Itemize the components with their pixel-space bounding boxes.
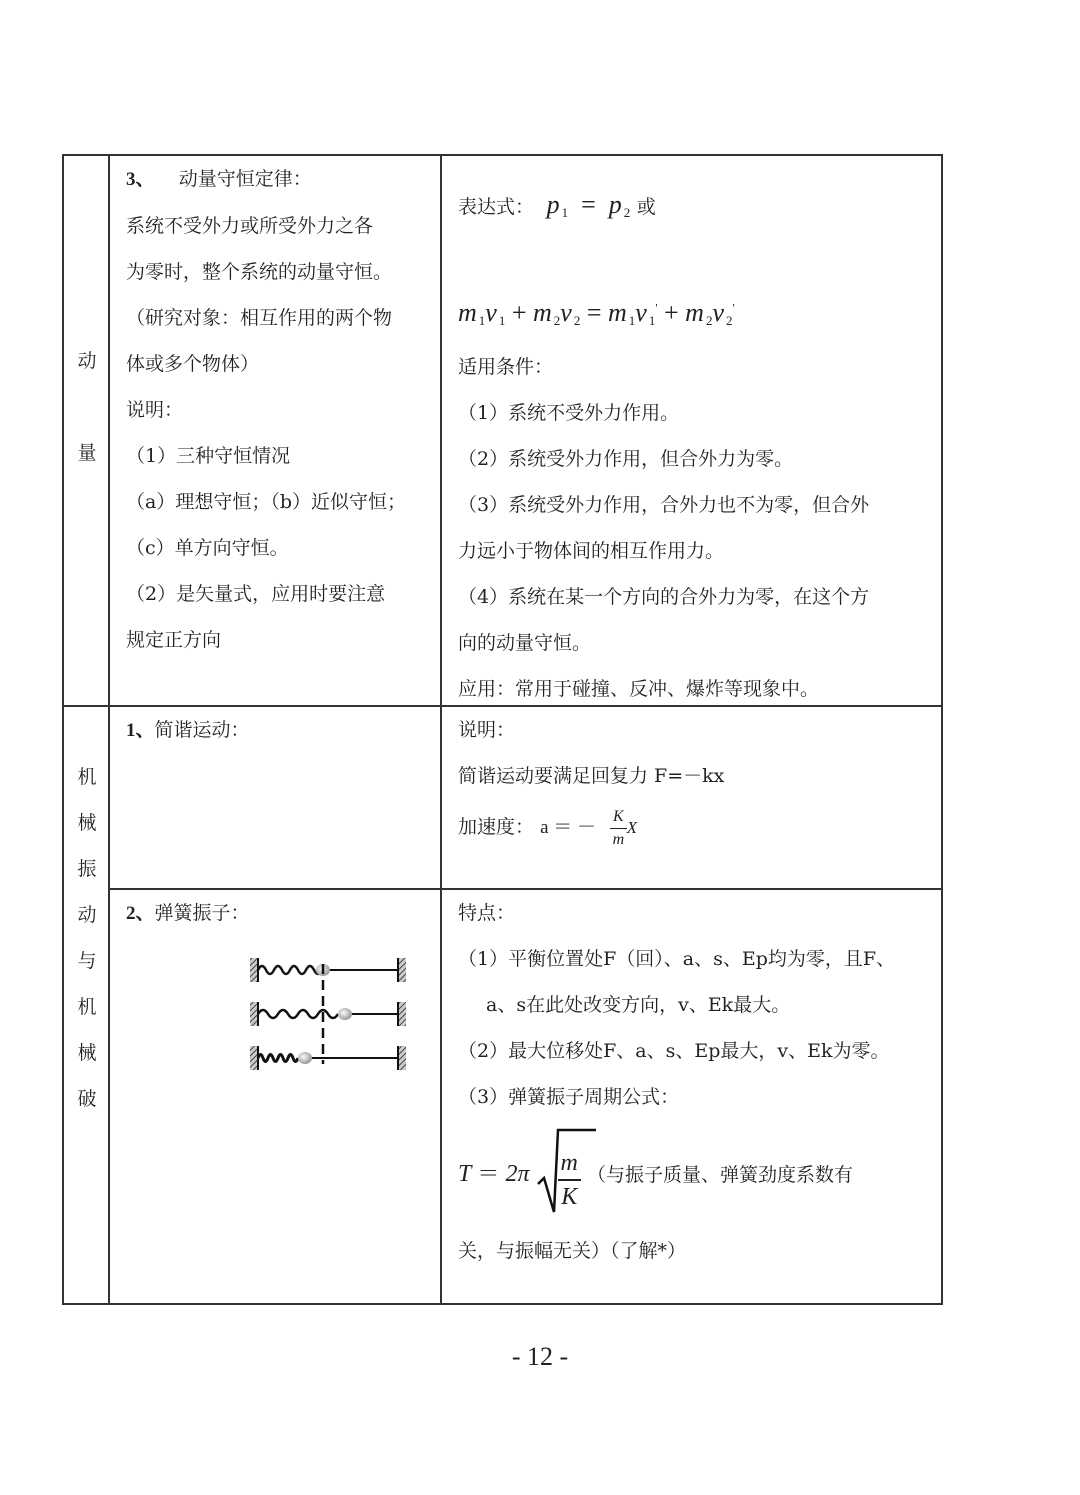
text-line: 系统不受外力或所受外力之各 <box>126 215 374 237</box>
shm-left-cell <box>126 707 250 754</box>
col-divider-1 <box>108 156 110 1303</box>
spring-left-cell <box>126 890 250 937</box>
momentum-left-cell <box>126 156 406 663</box>
feature-item: （3）弹簧振子周期公式： <box>458 1086 680 1108</box>
section-heading: 3、 动量守恒定律： <box>126 168 312 190</box>
feature-item: （2）最大位移处F、a、s、Ep最大，v、Ek为零。 <box>458 1040 890 1062</box>
col-divider-2 <box>440 156 442 1303</box>
text-line: （1）三种守恒情况 <box>126 445 291 467</box>
text-line: 规定正方向 <box>126 629 222 651</box>
spring-oscillator-diagram-icon <box>248 950 408 1070</box>
notes-table <box>62 154 943 1305</box>
expression-simple: 表达式： p $_1$ = p $_2$ 或 <box>458 190 656 220</box>
period-note: 关，与振幅无关）（了解*） <box>458 1240 687 1262</box>
feature-item: a、s在此处改变方向，v、Ek最大。 <box>486 994 791 1016</box>
expression-full: m $_1$v $_1$ + m $_2$v $_2$ = m $_1$v $_1$' + m $_2$v $_2$' <box>458 297 735 328</box>
acceleration-formula: 加速度： a ＝ － $\frac{K}{m}$ X <box>458 807 638 848</box>
text-line: （a）理想守恒；（b）近似守恒； <box>126 491 406 513</box>
text-line: 体或多个物体） <box>126 353 260 375</box>
category-vibration: 机 械 振 动 与 机 械 破 <box>77 766 97 1110</box>
page-number: - 12 - <box>511 1342 569 1371</box>
condition-item: 向的动量守恒。 <box>458 631 592 654</box>
conditions-label: 适用条件： <box>458 355 554 378</box>
condition-item: （2）系统受外力作用，但合外力为零。 <box>458 447 794 470</box>
text-line: （2）是矢量式，应用时要注意 <box>126 583 386 605</box>
text-line: （研究对象：相互作用的两个物 <box>126 307 393 329</box>
application-line: 应用：常用于碰撞、反冲、爆炸等现象中。 <box>458 677 820 700</box>
condition-item: （1）系统不受外力作用。 <box>458 401 680 424</box>
category-char: 量 <box>77 442 97 464</box>
spring-right-cell <box>458 890 895 1274</box>
condition-item: （3）系统受外力作用，合外力也不为零，但合外 <box>458 493 870 516</box>
shm-right-cell <box>458 707 724 858</box>
text-line: 说明： <box>126 399 184 421</box>
section-heading: 2、弹簧振子： <box>126 902 250 924</box>
section-heading: 1、简谐运动： <box>126 719 250 741</box>
restoring-force-line: 简谐运动要满足回复力 F=－kx <box>458 765 725 787</box>
category-char: 动 <box>77 350 97 372</box>
category-momentum <box>64 338 110 476</box>
condition-item: 力远小于物体间的相互作用力。 <box>458 539 725 562</box>
feature-item: （1）平衡位置处F（回）、a、s、Ep均为零，且F、 <box>458 948 896 970</box>
features-label: 特点： <box>458 902 516 924</box>
text-line: （c）单方向守恒。 <box>126 537 289 559</box>
note-label: 说明： <box>458 719 516 741</box>
condition-item: （4）系统在某一个方向的合外力为零，在这个方 <box>458 585 870 608</box>
period-formula: T ＝ 2π $\frac{m}{K}$ （与振子质量、弹簧劲度系数有 <box>458 1126 895 1224</box>
text-line: 为零时，整个系统的动量守恒。 <box>126 261 393 283</box>
momentum-right-cell <box>458 182 869 712</box>
